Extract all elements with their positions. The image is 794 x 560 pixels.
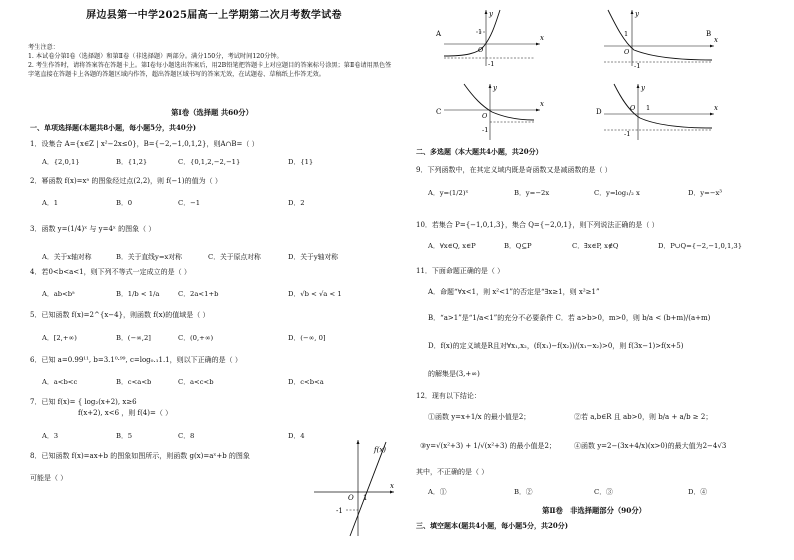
graph-d-neg1: -1 [624,130,631,138]
graph-a-one: 1 [478,28,483,36]
graph-b-neg1: -1 [634,62,641,70]
part1-header: 第Ⅰ卷（选择题 共60分） [171,108,253,117]
q12-option-c: C．③ [594,488,613,496]
q7-option-d: D．4 [288,432,305,440]
graph-c-y-label: y [493,84,497,92]
q2-option-d: D．2 [288,199,305,207]
q10-option-d: D．P∪Q={−2,−1,0,1,3} [658,242,743,250]
section1-heading: 一、单项选择题(本题共8小题，每小题5分，共40分) [30,123,197,132]
question-2: 2．幂函数 f(x)=xᵃ 的图象经过点(2,2)，则 f(−1)的值为（ ） [30,177,222,185]
q5-option-b: B．(−∞,2] [116,334,151,342]
graph-a-letter: A [436,30,442,38]
q1-option-c: C．{0,1,2,−2,−1} [178,158,241,166]
right-column [414,0,774,560]
question-8-line2: 可能是（ ） [30,474,68,482]
q9-option-a: A．y=(1/2)ˣ [428,189,469,197]
section3-heading: 三、填空题本(题共4小题，每小题5分，共20分) [416,521,569,530]
q1-option-d: D．{1} [288,158,314,166]
question-1-options [42,158,392,166]
q5-option-c: C．(0,+∞) [178,334,214,342]
q5-option-a: A．[2,+∞) [42,334,77,342]
graph-b-one: 1 [624,30,629,38]
q11-option-b-c: B．“a>1”是“1/a<1”的充分不必要条件 C．若 a>b>0，m>0，则 b/a < (b+m)/(a+m) [428,314,711,322]
note-2: 2. 考生作答时，请将答案答在答题卡上。第Ⅰ卷每小题选出答案后，用2B铅笔把答题卡上对应题目的答案标号涂黑；第Ⅱ卷请用黑色签字笔直接在答题卡上各题的答题区域内作答，超出答题区域书写的答案无效，在试题卷、草稿纸上作答无效。 [28,61,392,78]
question-9-options [428,189,774,197]
q5-option-d: D．(−∞, 0] [288,334,326,342]
q3-option-c: C．关于原点对称 [208,253,261,261]
graph-c-origin: O [482,112,488,120]
question-6: 6．已知 a=0.99¹¹, b=3.1⁰·⁹⁹, c=log₀.₁1.1，则以下正确的是（ ） [30,356,242,364]
graph-d-x-label: x [714,104,718,112]
graph-d-y-label: y [641,84,645,92]
q12-option-b: B．② [514,488,533,496]
q12-option-a: A．① [428,488,447,496]
q11-option-d-cont: 的解集是(3,+∞) [428,370,480,378]
option-graph-a [434,6,554,70]
graph-a-origin: O [478,46,484,54]
question-10-options [428,242,774,250]
question-12-options [428,488,774,496]
option-graph-b [594,6,724,70]
q8-neg1-label: -1 [336,507,343,515]
note-1: 1. 本试卷分第Ⅰ卷（选择题）和第Ⅱ卷（非选择题）两部分。满分150分，考试时间120分钟。 [28,52,283,60]
question-2-options [42,199,392,207]
section2-heading: 二、多选题（本大题共4小题，共20分） [416,147,543,156]
option-graph-d [594,80,724,144]
question-9: 9．下列函数中，在其定义域内既是奇函数又是减函数的是（ ） [416,166,612,174]
q11-option-d: D．f(x)的定义域是R且对∀x₁,x₂，(f(x₁)−f(x₂))/(x₁−x₂)>0，则 f(3x−1)>f(x+5) [428,342,684,350]
option-graph-c [434,80,554,144]
question-8-line1: 8．已知函数 f(x)=ax+b 的图象如图所示，则函数 g(x)=aˣ+b 的图象 [30,452,250,460]
q7-option-a: A．3 [42,432,59,440]
question-10: 10．若集合 P={−1,0,1,3}，集合 Q={−2,0,1}，则下列说法正确的是（ ） [416,221,659,229]
graph-b-x-label: x [714,36,718,44]
q10-option-c: C．∃x∈P, x∉Q [572,242,619,250]
graph-c-letter: C [436,108,442,116]
question-12: 12．现有以下结论： [416,392,481,400]
left-column [28,0,400,560]
graph-d-letter: D [596,108,602,116]
graph-a-y-label: y [489,10,493,18]
q4-option-b: B．1/b < 1/a [116,290,160,298]
graph-b-origin: O [624,48,630,56]
graph-c-x-label: x [540,100,544,108]
q12-statement-2: ②若 a,b∈R 且 ab>0，则 b/a + a/b ≥ 2； [574,413,713,421]
notes-heading: 考生注意： [28,44,59,51]
graph-d-origin: O [630,104,636,112]
q10-option-a: A．∀x∈Q, x∈P [428,242,476,250]
graph-c-neg1: -1 [482,126,489,134]
q12-option-d: D．④ [688,488,708,496]
graph-b-letter: B [706,30,712,38]
q4-option-d: D．√b < √a < 1 [288,290,342,298]
question-7-line1: 7．已知 f(x)= { log₂(x+2), x≥6 [30,398,137,406]
question-11: 11．下面命题正确的是（ ） [416,267,505,275]
q8-one-label: 1 [363,494,368,502]
q4-option-a: A．ab<bᵃ [42,290,75,298]
question-3: 3．函数 y=(1/4)ˣ 与 y=4ˣ 的图象（ ） [30,225,156,233]
q11-option-a: A．命题“∀x<1，则 x²<1”的否定是“∃x≥1，则 x²≥1” [428,288,600,296]
q1-option-b: B．{1,2} [116,158,148,166]
q6-option-b: B．c<a<b [116,378,152,386]
q7-option-c: C．8 [178,432,195,440]
question-3-options [42,253,392,261]
exam-notes [28,44,396,80]
question-7-line2: f(x+2), x<6 ，则 f(4)=（ ） [78,409,173,417]
question-4: 4．若0<b<a<1，则下列不等式一定成立的是（ ） [30,268,191,276]
question-5: 5．已知函数 f(x)=2^{x−4}，则函数 f(x)的值域是（ ） [30,311,210,319]
q2-option-c: C．−1 [178,199,201,207]
question-4-options [42,290,392,298]
q8-origin-label: O [348,494,354,502]
q8-graph [310,436,398,540]
graph-b-y-label: y [635,10,639,18]
q8-fx-label: f(x) [374,446,387,454]
question-1: 1．设集合 A={x∈Z | x²−2x≤0}，B={−2,−1,0,1,2}，则A∩B=（ ） [30,140,259,148]
q8-x-label: x [390,482,394,490]
graph-a-x-label: x [540,34,544,42]
q10-option-b: B．Q⊆P [504,242,532,250]
q6-option-a: A．a<b<c [42,378,78,386]
q2-option-a: A．1 [42,199,59,207]
q6-option-c: C．a<c<b [178,378,214,386]
q3-option-a: A．关于x轴对称 [42,253,92,261]
question-6-options [42,378,392,386]
q9-option-c: C．y=log₁/₂ x [594,189,640,197]
q3-option-d: D．关于y轴对称 [288,253,339,261]
q12-statement-1: ①函数 y=x+1/x 的最小值是2； [428,413,531,421]
q7-option-b: B．5 [116,432,133,440]
q12-prompt: 其中，不正确的是（ ） [416,468,489,476]
q12-statement-4: ④函数 y=2−(3x+4/x)(x>0)的最大值为2−4√3 [574,442,727,450]
q1-option-a: A．{2,0,1} [42,158,80,166]
q4-option-c: C．2a<1+b [178,290,219,298]
question-5-options [42,334,392,342]
q6-option-d: D．c<b<a [288,378,324,386]
graph-d-one: 1 [646,104,651,112]
q9-option-b: B．y=−2x [514,189,550,197]
q3-option-b: B．关于直线y=x对称 [116,253,182,261]
q12-statement-3: ③y=√(x²+3) + 1/√(x²+3) 的最小值是2； [420,442,556,450]
part2-header: 第Ⅱ卷 非选择题部分（90分） [542,506,646,515]
graph-a-neg1: -1 [488,60,495,68]
q9-option-d: D．y=−x³ [688,189,723,197]
q2-option-b: B．0 [116,199,133,207]
exam-title: 屏边县第一中学2025届高一上学期第二次月考数学试卷 [86,10,342,21]
